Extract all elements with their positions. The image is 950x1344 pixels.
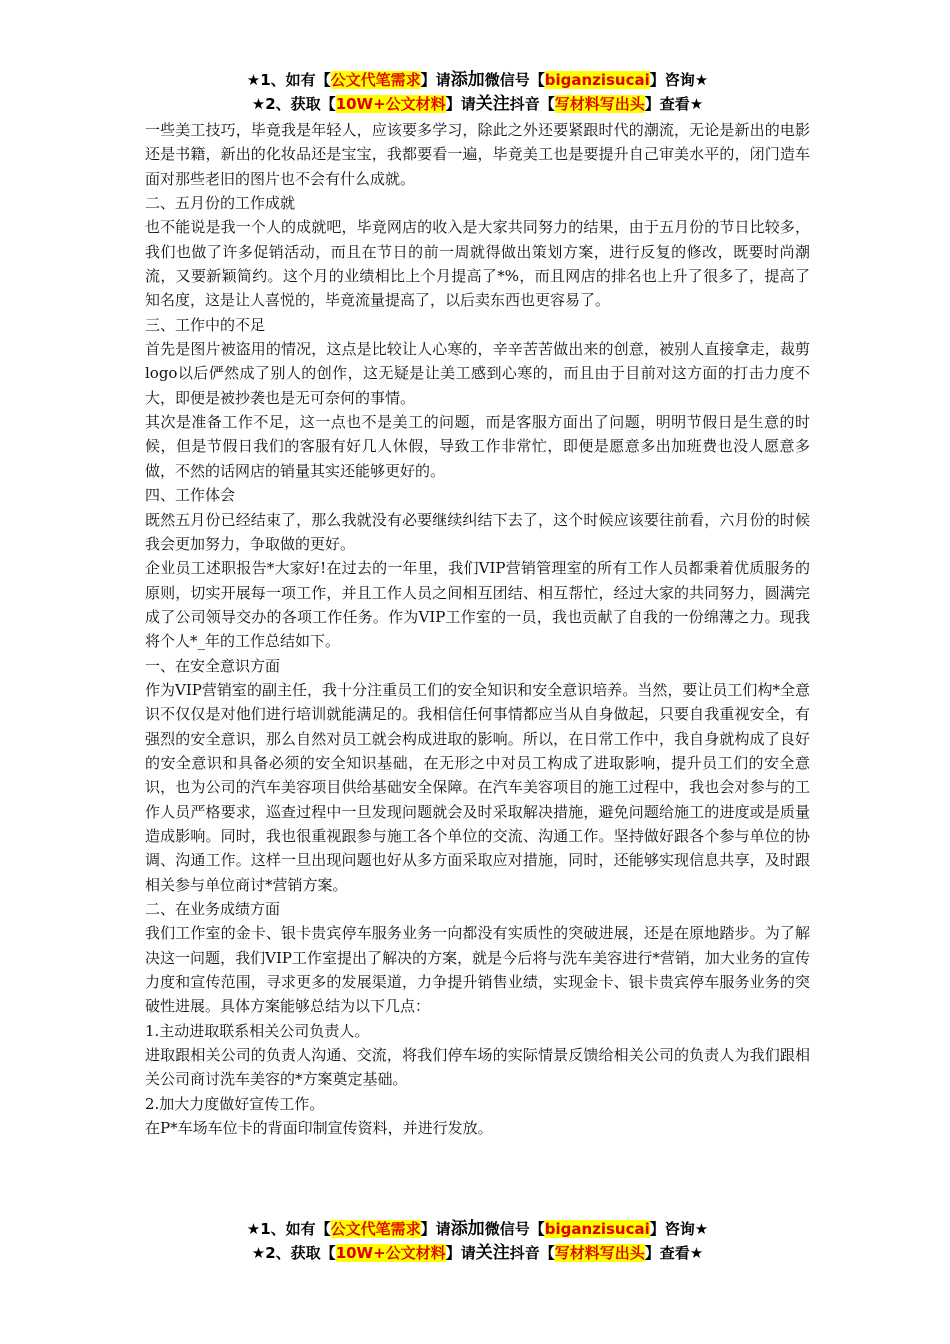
- section-heading: 一、在安全意识方面: [145, 656, 281, 675]
- paragraph: 我们工作室的金卡、银卡贵宾停车服务业务一向都没有实质性的突破进展，还是在原地踏步。为了解决这一问题，我们VIP工作室提出了解决的方案，就是今后将与洗车美容进行*营销，加大业务的宣传力度和宣传范围，寻求更多的发展渠道，力争提升销售业绩，实现金卡、银卡贵宾停车服务业务的突破性进展。具体方案能够总结为以下几点：: [145, 924, 810, 1016]
- paragraph: 也不能说是我一个人的成就吧，毕竟网店的收入是大家共同努力的结果，由于五月份的节日比较多，我们也做了许多促销活动，而且在节日的前一周就得做出策划方案，进行反复的修改，既要时尚潮流，又要新颖简约。这个月的业绩相比上个月提高了*%，而且网店的排名也上升了很多了，提高了知名度，这是让人喜悦的，毕竟流量提高了，以后卖东西也更容易了。: [145, 218, 810, 310]
- paragraph: 企业员工述职报告*大家好!在过去的一年里，我们VIP营销管理室的所有工作人员都秉着优质服务的原则，切实开展每一项工作，并且工作人员之间相互团结、相互帮忙，经过大家的共同努力，圆满完成了公司领导交办的各项工作任务。作为VIP工作室的一员，我也贡献了自我的一份绵薄之力。现我将个人*_年的工作总结如下。: [145, 559, 810, 651]
- highlight-materials: 10W+公文材料: [335, 1244, 446, 1262]
- highlight-materials: 10W+公文材料: [335, 95, 446, 113]
- paragraph: 作为VIP营销室的副主任，我十分注重员工们的安全知识和安全意识培养。当然，要让员工们构*全意识不仅仅是对他们进行培训就能满足的。我相信任何事情都应当从自身做起，只要自我重视安全，有强烈的安全意识，那么自然对员工就会构成进取的影响。所以，在日常工作中，我自身就构成了良好的安全意识和具备必须的安全知识基础，在无形之中对员工构成了进取影响，提升员工们的安全意识，也为公司的汽车美容项目供给基础安全保障。在汽车美容项目的施工过程中，我也会对参与的工作人员严格要求，巡查过程中一旦发现问题就会及时采取解决措施，避免问题给施工的进度或是质量造成影响。同时，我也很重视跟参与施工各个单位的交流、沟通工作。坚持做好跟各个参与单位的协调、沟通工作。这样一旦出现问题也好从多方面采取应对措施，同时，还能够实现信息共享，及时跟相关参与单位商讨*营销方案。: [145, 680, 810, 894]
- bottom-banner-line-2: ★2、获取【10W+公文材料】请关注抖音【写材料写出头】查看★: [251, 1243, 704, 1263]
- section-heading: 二、在业务成绩方面: [145, 900, 281, 918]
- highlight-wechat-id: biganzisucai: [544, 1220, 650, 1238]
- paragraph: 其次是准备工作不足，这一点也不是美工的问题，而是客服方面出了问题，明明节假日是生意的时候，但是节假日我们的客服有好几人休假，导致工作非常忙，即便是愿意多出加班费也没人愿意多做，不然的话网店的销量其实还能够更好的。: [145, 413, 810, 480]
- paragraph: 进取跟相关公司的负责人沟通、交流，将我们停车场的实际情景反馈给相关公司的负责人为我们跟相关公司商讨洗车美容的*方案奠定基础。: [145, 1046, 810, 1089]
- highlight-douyin-account: 写材料写出头: [554, 1244, 645, 1262]
- list-item: 1.主动进取联系相关公司负责人。: [145, 1021, 370, 1040]
- paragraph: 一些美工技巧，毕竟我是年轻人，应该要多学习，除此之外还要紧跟时代的潮流，无论是新出的电影还是书籍，新出的化妆品还是宝宝，我都要看一遍，毕竟美工也是要提升自己审美水平的，闭门造车面对那些老旧的图片也不会有什么成就。: [145, 121, 810, 188]
- highlight-douyin-account: 写材料写出头: [554, 95, 645, 113]
- paragraph: 首先是图片被盗用的情况，这点是比较让人心寒的，辛辛苦苦做出来的创意，被别人直接拿走，裁剪logo以后俨然成了别人的创作，这无疑是让美工感到心寒的，而且由于目前对这方面的打击力度不大，即便是被抄袭也是无可奈何的事情。: [145, 340, 810, 407]
- list-item: 2.加大力度做好宣传工作。: [145, 1094, 325, 1113]
- section-heading: 三、工作中的不足: [145, 315, 266, 334]
- highlight-wechat-id: biganzisucai: [544, 71, 650, 89]
- highlight-ghostwriting: 公文代笔需求: [330, 71, 421, 89]
- bottom-banner-line-1: ★1、如有【公文代笔需求】请添加微信号【biganzisucai】咨询★: [246, 1219, 709, 1239]
- top-banner-line-1: ★1、如有【公文代笔需求】请添加微信号【biganzisucai】咨询★: [246, 70, 709, 90]
- document-body: [145, 118, 810, 1140]
- paragraph: 在P*车场车位卡的背面印制宣传资料，并进行发放。: [145, 1119, 493, 1138]
- paragraph: 既然五月份已经结束了，那么我就没有必要继续纠结下去了，这个时候应该要往前看，六月份的时候我会更加努力，争取做的更好。: [145, 510, 810, 553]
- section-heading: 二、五月份的工作成就: [145, 194, 296, 213]
- section-heading: 四、工作体会: [145, 486, 236, 505]
- highlight-ghostwriting: 公文代笔需求: [330, 1220, 421, 1238]
- top-banner-line-2: ★2、获取【10W+公文材料】请关注抖音【写材料写出头】查看★: [251, 94, 704, 114]
